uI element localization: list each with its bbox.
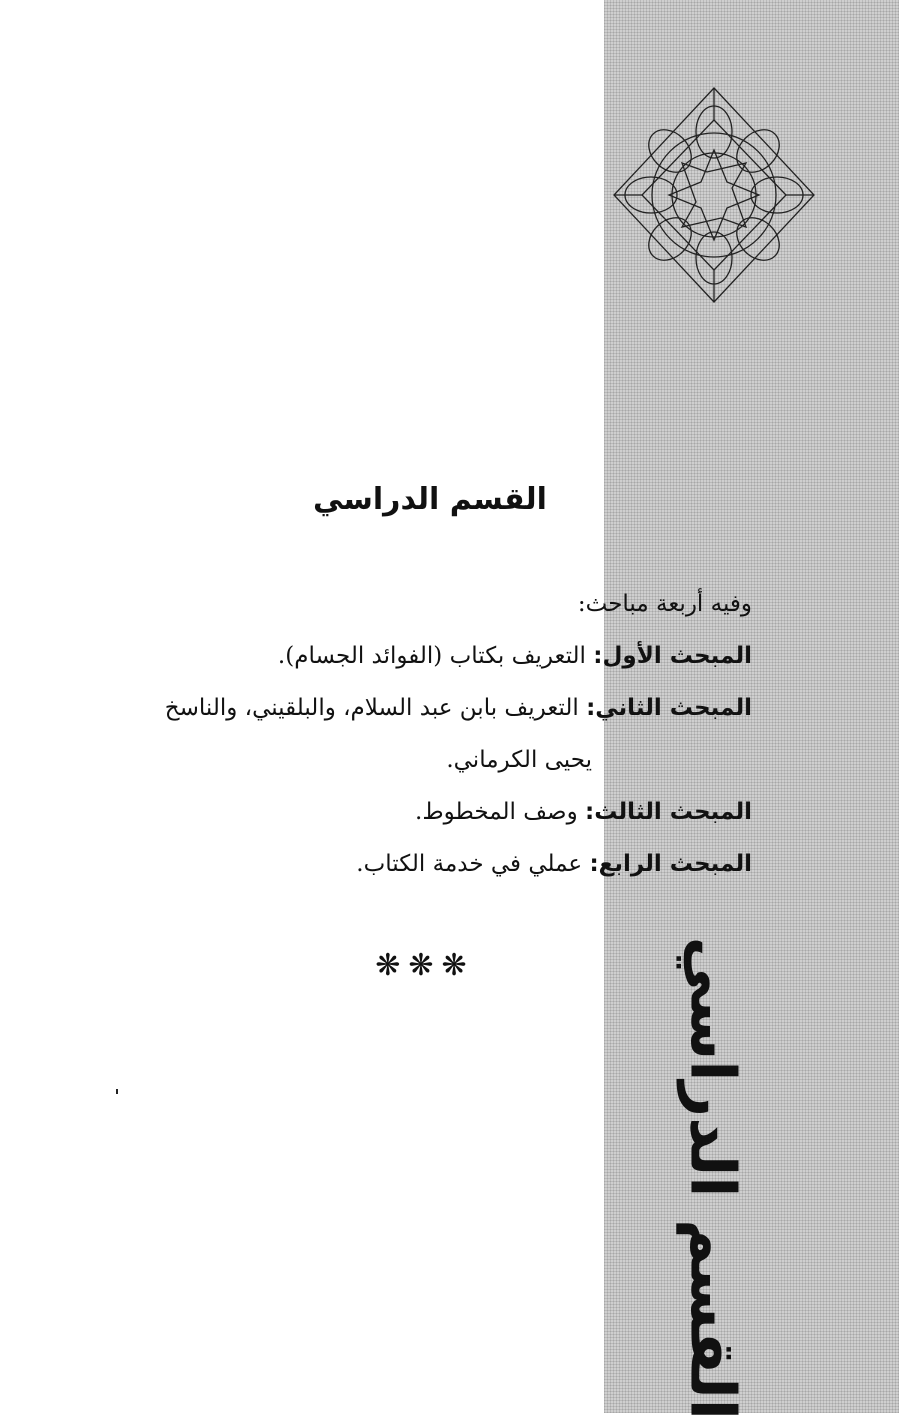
- toc-item: [130, 786, 752, 838]
- star-separator: ❋❋❋: [375, 948, 475, 983]
- print-speck: [116, 1089, 118, 1094]
- toc-item-text: وصف المخطوط.: [415, 799, 578, 825]
- toc-item: [130, 682, 752, 734]
- side-title: القسم الدراسي: [676, 936, 750, 1420]
- toc-item-text: عملي في خدمة الكتاب.: [356, 851, 583, 877]
- toc-item-label: المبحث الثاني:: [586, 695, 752, 721]
- toc-item-label: المبحث الأول:: [593, 643, 752, 669]
- toc-item-label: المبحث الثالث:: [585, 799, 752, 825]
- toc-item-label: المبحث الرابع:: [589, 851, 752, 877]
- geometric-star-rosette-icon: [604, 80, 824, 310]
- toc-item: [130, 838, 752, 890]
- intro-line: وفيه أربعة مباحث:: [577, 591, 752, 617]
- toc-item-text: التعريف بابن عبد السلام، والبلقيني، والناسخ: [164, 695, 579, 721]
- page-title: القسم الدراسي: [313, 482, 547, 517]
- toc-item: [130, 630, 752, 682]
- toc-item-continuation: يحيى الكرماني.: [446, 747, 592, 773]
- toc-item-text: التعريف بكتاب (الفوائد الجسام).: [277, 643, 586, 669]
- table-of-contents: [130, 578, 752, 890]
